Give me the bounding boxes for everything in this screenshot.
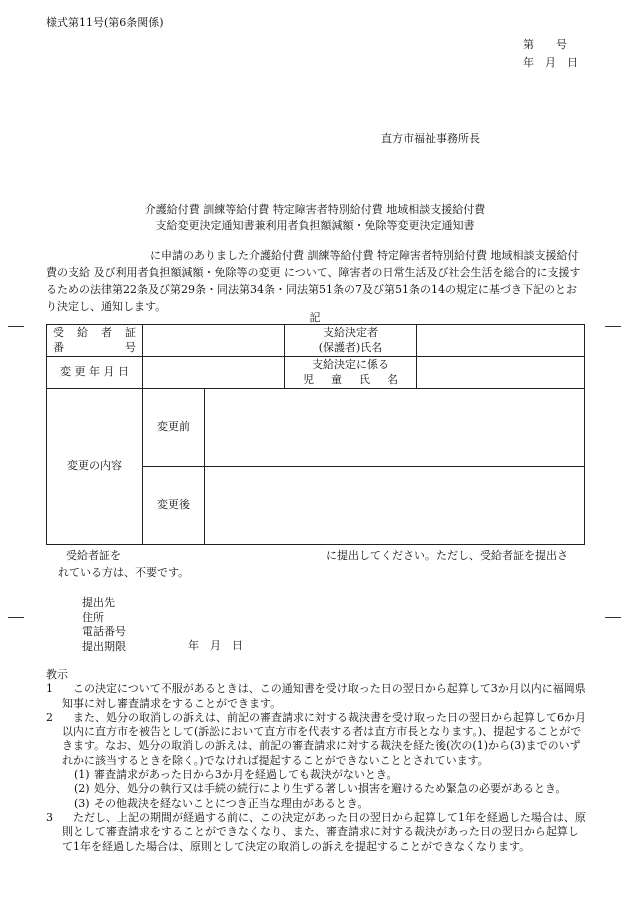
change-date-label: 変 更 年 月 日 [47, 357, 143, 389]
before-label: 変更前 [143, 389, 205, 467]
instructions [46, 668, 588, 854]
document-number: 第 号 [523, 38, 567, 51]
child-name-value [417, 357, 585, 389]
child-name-label: 支給決定に係る 児 童 氏 名 [285, 357, 417, 389]
document-title-line2: 支給変更決定通知書兼利用者負担額減額・免除等変更決定通知書 [155, 219, 475, 232]
submit-deadline-label: 提出期限 [82, 639, 126, 653]
body-text: に申請のありました介護給付費 訓練等給付費 特定障害者特別給付費 地域相談支援給付費の支給 及び利用者負担額減額・免除等の変更 について、障害者の日常生活及び社会生活を総合的に支援するための法律第22条及び第29条・同法第34条・同法第51条の7及び第51条の14の規定に基づき下記のとおり決定し、通知します。 [46, 249, 581, 313]
document-date: 年 月 日 [523, 56, 578, 69]
document-title-line1: 介護給付費 訓練等給付費 特定障害者特別給付費 地域相談支援給付費 [144, 203, 486, 216]
instruction-subitem: (1) 審査請求があった日から3か月を経過しても裁決がないとき。 [74, 768, 398, 782]
margin-mark [8, 326, 24, 327]
before-value [205, 389, 585, 467]
submit-deadline-date: 年 月 日 [188, 639, 243, 652]
recipient-cert-label: 受 給 者 証 番 号 [47, 325, 143, 357]
margin-mark [605, 617, 621, 618]
issuer: 直方市福祉事務所長 [381, 132, 480, 145]
submission-details [82, 596, 126, 654]
instruction-item: 1 この決定について不服があるときは、この通知書を受け取った日の翌日から起算して3か月以内に福岡県知事に対し審査請求をすることができます。 [46, 682, 586, 710]
submit-destination-label: 提出先 [82, 596, 115, 609]
after-label: 変更後 [143, 467, 205, 545]
after-value [205, 467, 585, 545]
instructions-heading: 教示 [46, 668, 68, 681]
ki-heading: 記 [309, 311, 321, 324]
recipient-cert-value [143, 325, 285, 357]
submit-address-label: 住所 [82, 610, 104, 624]
change-date-value [143, 357, 285, 389]
instruction-item: 2 また、処分の取消しの訴えは、前記の審査請求に対する裁決書を受け取った日の翌日から起算して6か月以内に直方市を被告として(訴訟において直方市を代表する者は直方市長となります。)、提起することができます。なお、処分の取消しの訴えは、前記の審査請求に対する裁決を経た後(次の(1)から(3)までのいずれかに該当するときを除く。)でなければ提起することができないこととされています。 [46, 710, 586, 767]
instruction-subitem: (3) その他裁決を経ないことにつき正当な理由があるとき。 [74, 796, 369, 810]
guardian-name-label: 支給決定者 (保護者)氏名 [285, 325, 417, 357]
margin-mark [8, 617, 24, 618]
instruction-item: 3 ただし、上記の期間が経過する前に、この決定があった日の翌日から起算して1年を経過した場合は、原則として審査請求をすることができなくなり、また、審査請求に対する裁決があった日の翌日から起算して1年を経過した場合は、原則として決定の取消しの訴えを提起することができなくなります。 [46, 810, 586, 853]
body-paragraph [46, 247, 586, 315]
submit-text-1a: 受給者証を [66, 549, 121, 562]
submit-text-1b: に提出してください。ただし、受給者証を提出さ [326, 549, 568, 562]
margin-mark [605, 326, 621, 327]
form-number: 様式第11号(第6条関係) [46, 16, 164, 29]
guardian-name-value [417, 325, 585, 357]
submit-phone-label: 電話番号 [82, 625, 126, 638]
change-content-label: 変更の内容 [47, 389, 143, 545]
submit-text-2: れている方は、不要です。 [58, 566, 190, 579]
instruction-subitem: (2) 処分、処分の執行又は手続の続行により生ずる著しい損害を避けるため緊急の必要があるとき。 [74, 782, 567, 796]
decision-table [46, 324, 585, 545]
